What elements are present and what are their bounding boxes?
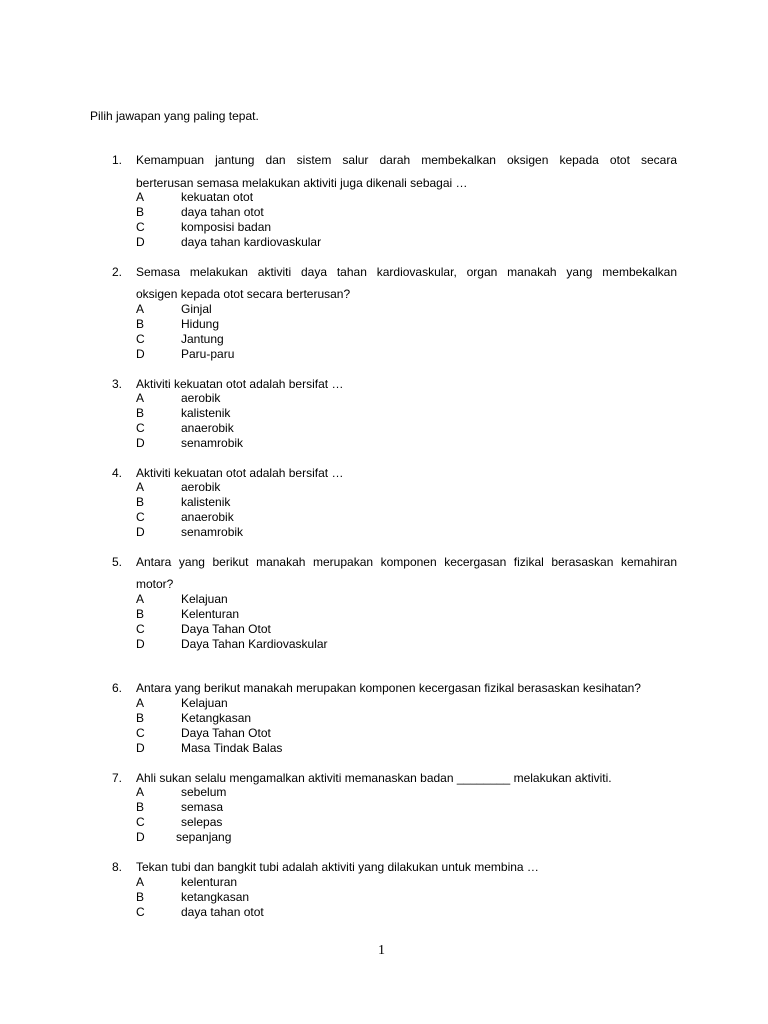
option-letter: A	[136, 696, 145, 710]
option-letter: C	[136, 332, 145, 346]
option-letter: D	[136, 637, 145, 651]
option-text: kekuatan otot	[181, 190, 254, 204]
question-text: motor?	[136, 577, 174, 591]
option-letter: C	[136, 726, 145, 740]
option-text: daya tahan kardiovaskular	[181, 235, 322, 249]
option-text: kalistenik	[181, 495, 231, 509]
option-letter: A	[136, 302, 145, 316]
option-letter: A	[136, 785, 145, 799]
option-text: Ginjal	[181, 302, 212, 316]
question-text: Tekan tubi dan bangkit tubi adalah aktiviti yang dilakukan untuk membina …	[136, 860, 539, 874]
instruction: Pilih jawapan yang paling tepat.	[90, 109, 259, 123]
question-number: 8.	[112, 860, 123, 874]
option-letter: B	[136, 495, 145, 509]
option-text: daya tahan otot	[181, 905, 264, 919]
option-text: Kelajuan	[181, 592, 228, 606]
option-letter: A	[136, 190, 145, 204]
option-letter: D	[136, 741, 145, 755]
option-text: selepas	[181, 815, 223, 829]
option-letter: D	[136, 235, 145, 249]
option-text: Ketangkasan	[181, 711, 252, 725]
option-text: komposisi badan	[181, 220, 272, 234]
question-text: Aktiviti kekuatan otot adalah bersifat …	[136, 466, 344, 480]
option-text: Paru-paru	[181, 347, 235, 361]
option-text: Daya Tahan Kardiovaskular	[181, 637, 328, 651]
option-letter: B	[136, 800, 145, 814]
question-number: 7.	[112, 771, 123, 785]
option-letter: C	[136, 421, 145, 435]
option-text: anaerobik	[181, 510, 234, 524]
question-text: Antara yang berikut manakah merupakan komponen kecergasan fizikal berasaskan kemahiran	[136, 555, 677, 569]
option-letter: A	[136, 875, 145, 889]
option-text: aerobik	[181, 391, 221, 405]
question-text: Antara yang berikut manakah merupakan komponen kecergasan fizikal berasaskan kesihatan?	[136, 681, 641, 695]
question-text: oksigen kepada otot secara berterusan?	[136, 287, 351, 301]
option-text: sebelum	[181, 785, 227, 799]
option-text: Daya Tahan Otot	[181, 726, 271, 740]
question-number: 2.	[112, 265, 123, 279]
option-text: kelenturan	[181, 875, 238, 889]
option-text: Kelenturan	[181, 607, 240, 621]
option-letter: B	[136, 890, 145, 904]
question-text: Ahli sukan selalu mengamalkan aktiviti memanaskan badan ________ melakukan aktiviti.	[136, 771, 612, 785]
option-letter: A	[136, 391, 145, 405]
option-letter: B	[136, 607, 145, 621]
option-letter: A	[136, 592, 145, 606]
question-number: 6.	[112, 681, 123, 695]
option-text: anaerobik	[181, 421, 234, 435]
page-number: 1	[378, 943, 385, 958]
option-text: aerobik	[181, 480, 221, 494]
option-text: kalistenik	[181, 406, 231, 420]
question-number: 4.	[112, 466, 123, 480]
option-letter: C	[136, 510, 145, 524]
option-text: senamrobik	[181, 525, 244, 539]
option-letter: B	[136, 317, 145, 331]
option-letter: C	[136, 220, 145, 234]
option-text: sepanjang	[176, 830, 232, 844]
option-letter: A	[136, 480, 145, 494]
option-letter: D	[136, 436, 145, 450]
option-letter: C	[136, 815, 145, 829]
option-letter: B	[136, 711, 145, 725]
option-text: ketangkasan	[181, 890, 250, 904]
option-letter: B	[136, 205, 145, 219]
question-number: 1.	[112, 153, 123, 167]
question-text: Kemampuan jantung dan sistem salur darah membekalkan oksigen kepada otot secara	[136, 153, 677, 167]
option-text: Masa Tindak Balas	[181, 741, 283, 755]
option-text: Jantung	[181, 332, 224, 346]
option-text: daya tahan otot	[181, 205, 264, 219]
option-letter: D	[136, 830, 145, 844]
option-letter: C	[136, 622, 145, 636]
question-number: 5.	[112, 555, 123, 569]
option-letter: D	[136, 525, 145, 539]
option-letter: D	[136, 347, 145, 361]
option-text: Kelajuan	[181, 696, 228, 710]
option-text: Hidung	[181, 317, 220, 331]
option-text: semasa	[181, 800, 224, 814]
question-text: berterusan semasa melakukan aktiviti juga dikenali sebagai …	[136, 176, 468, 190]
option-letter: B	[136, 406, 145, 420]
question-number: 3.	[112, 377, 123, 391]
option-letter: C	[136, 905, 145, 919]
question-text: Aktiviti kekuatan otot adalah bersifat …	[136, 377, 344, 391]
option-text: Daya Tahan Otot	[181, 622, 271, 636]
option-text: senamrobik	[181, 436, 244, 450]
question-text: Semasa melakukan aktiviti daya tahan kardiovaskular, organ manakah yang membekalkan	[136, 265, 677, 279]
